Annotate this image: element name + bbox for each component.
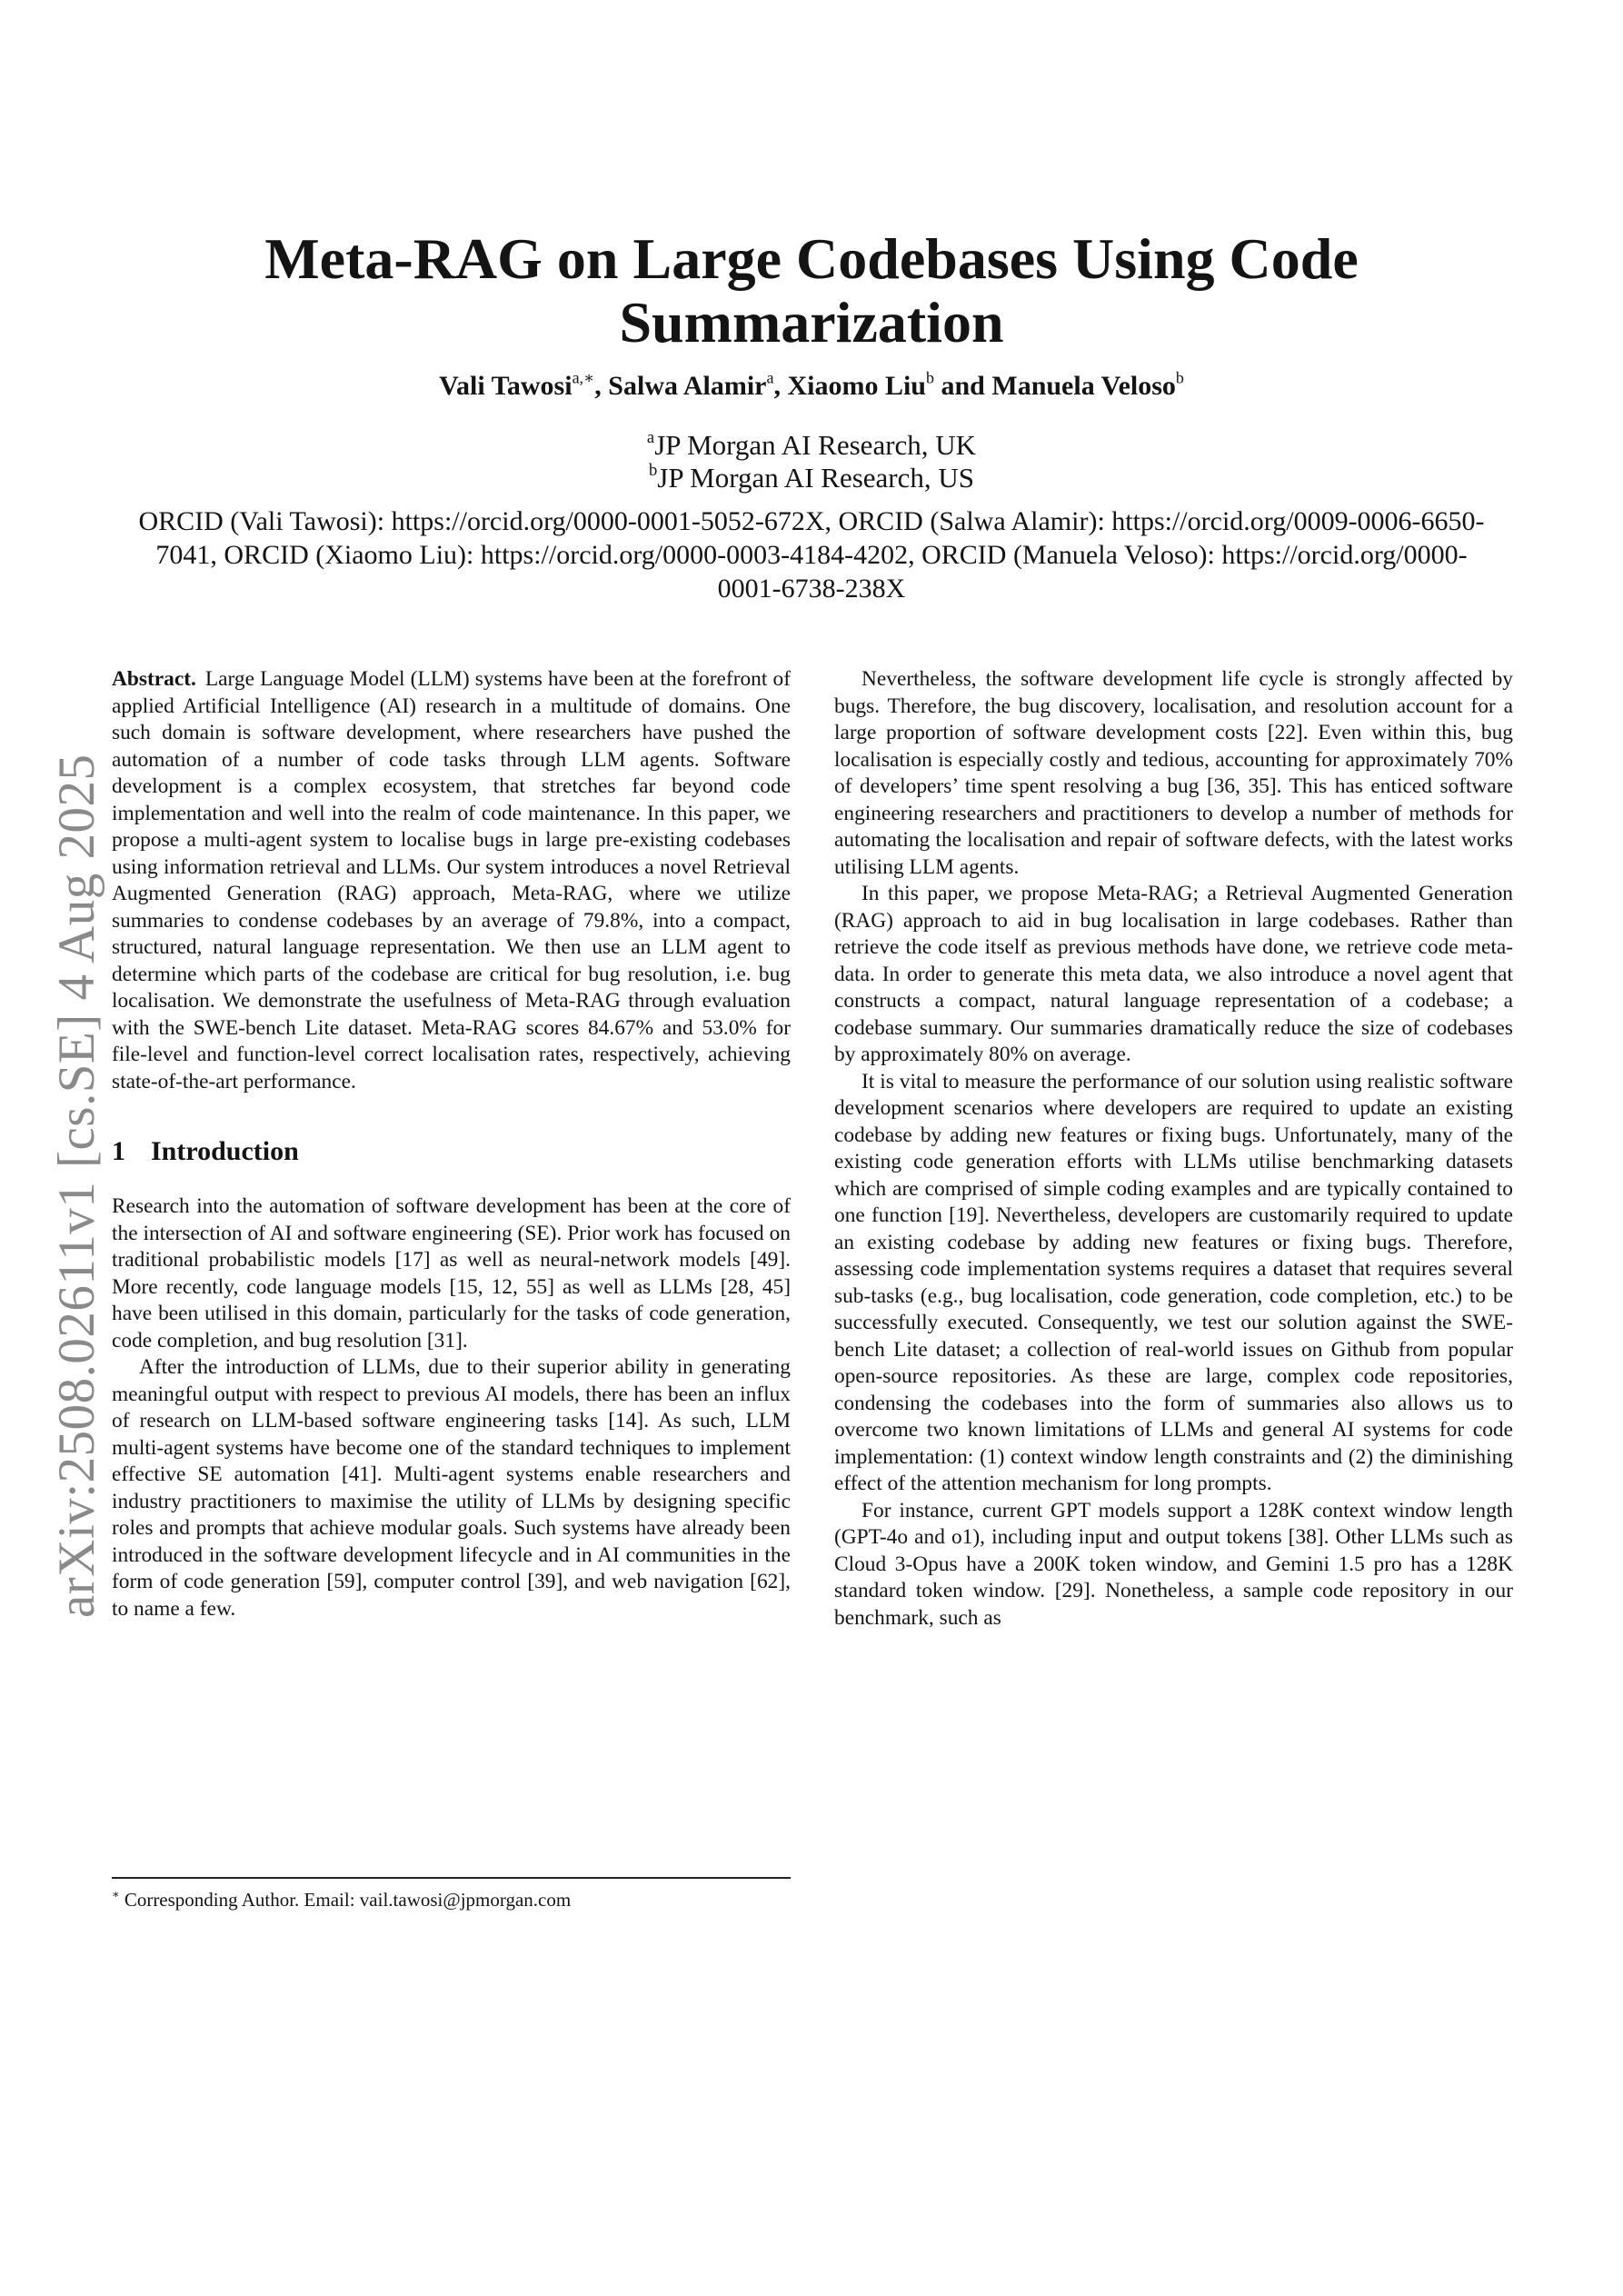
abstract — [112, 666, 791, 1095]
affiliation-line — [127, 462, 1496, 494]
author-affiliation-mark: b — [1175, 368, 1184, 387]
title-line-1: Meta-RAG on Large Codebases Using Code — [264, 226, 1359, 291]
author-conjunction: and — [934, 371, 992, 401]
affiliation-mark: b — [648, 460, 658, 480]
affiliation-text: JP Morgan AI Research, US — [657, 462, 975, 494]
author-separator: , — [594, 371, 609, 401]
footnote — [112, 1888, 791, 1912]
author-affiliation-mark: a — [766, 368, 774, 387]
left-column — [112, 666, 791, 1622]
affiliation-mark: a — [646, 427, 655, 447]
author-name: Vali Tawosi — [439, 371, 573, 401]
affiliations — [127, 429, 1496, 494]
body-paragraph: In this paper, we propose Meta-RAG; a Retrieval Augmented Generation (RAG) approach to aid in bug localisation in large codebases. Rather than retrieve the code itself as previous methods have done, we retrieve code meta-data. In order to generate this meta data, we also introduce a novel agent that constructs a compact, natural language representation of a codebase; a codebase summary. Our summaries dramatically reduce the size of codebases by approximately 80% on average. — [834, 882, 1513, 1066]
arxiv-identifier-stamp: arXiv:2508.02611v1 [cs.SE] 4 Aug 2025 — [48, 754, 105, 1618]
affiliation-line — [127, 429, 1496, 462]
title-line-2: Summarization — [619, 290, 1004, 354]
author-affiliation-mark: b — [926, 368, 934, 387]
author-list — [127, 368, 1496, 404]
body-paragraph: Nevertheless, the software development life cycle is strongly affected by bugs. Therefore, the bug discovery, localisation, and resolution account for a large proportion of software development costs [22]. Even within this, bug localisation is especially costly and tedious, accounting for approximately 70% of developers’ time spent resolving a bug [36, 35]. This has enticed software engineering researchers and practitioners to develop a number of methods for automating the localisation and repair of software defects, with the latest works utilising LLM agents. — [834, 667, 1513, 879]
right-column — [834, 666, 1513, 1632]
author-affiliation-mark: a,∗ — [572, 368, 595, 387]
author-name: Manuela Veloso — [991, 371, 1176, 401]
author-name: Xiaomo Liu — [787, 371, 926, 401]
section-heading-introduction — [112, 1135, 791, 1168]
body-paragraph: Research into the automation of software development has been at the core of the intersection of AI and software engineering (SE). Prior work has focused on traditional probabilistic models [17] as well as neural-network models [49]. More recently, code language models [15, 12, 55] as well as LLMs [28, 45] have been utilised in this domain, particularly for the tasks of code generation, code completion, and bug resolution [31]. — [112, 1194, 791, 1353]
footnote-mark: ∗ — [112, 1888, 120, 1902]
body-paragraph: After the introduction of LLMs, due to their superior ability in generating meaningful output with respect to previous AI models, there has been an influx of research on LLM-based software engineering tasks [14]. As such, LLM multi-agent systems have become one of the standard techniques to implement effective SE automation [41]. Multi-agent systems enable researchers and industry practitioners to maximise the utility of LLMs by designing specific roles and prompts that achieve modular goals. Such systems have already been introduced in the software development lifecycle and in AI communities in the form of code generation [59], computer control [39], and web navigation [62], to name a few. — [112, 1355, 791, 1621]
orcid-block: ORCID (Vali Tawosi): https://orcid.org/0000-0001-5052-672X, ORCID (Salwa Alamir): https://orcid.org/0009-0006-6650-7041, ORCID (Xiaomo Liu): https://orcid.org/0000-0003-4184-4202, ORCID (Manuela Veloso): https://orcid.org/0000-0001-6738-238X — [138, 506, 1485, 604]
abstract-label: Abstract. — [112, 667, 196, 691]
paper-title — [127, 227, 1496, 354]
abstract-text: Large Language Model (LLM) systems have been at the forefront of applied Artificial Intelligence (AI) research in a multitude of domains. One such domain is software development, where researchers have pushed the automation of a number of code tasks through LLM agents. Software development is a complex ecosystem, that stretches far beyond code implementation and well into the realm of code maintenance. In this paper, we propose a multi-agent system to localise bugs in large pre-existing codebases using information retrieval and LLMs. Our system introduces a novel Retrieval Augmented Generation (RAG) approach, Meta-RAG, where we utilize summaries to condense codebases by an average of 79.8%, into a compact, structured, natural language representation. We then use an LLM agent to determine which parts of the codebase are critical for bug resolution, i.e. bug localisation. We demonstrate the usefulness of Meta-RAG through evaluation with the SWE-bench Lite dataset. Meta-RAG scores 84.67% and 53.0% for file-level and function-level correct localisation rates, respectively, achieving state-of-the-art performance. — [112, 667, 791, 1093]
body-paragraph: For instance, current GPT models support a 128K context window length (GPT-4o and o1), including input and output tokens [38]. Other LLMs such as Cloud 3-Opus have a 200K token window, and Gemini 1.5 pro has a 128K standard token window. [29]. Nonetheless, a sample code repository in our benchmark, such as — [834, 1498, 1513, 1630]
body-paragraph: It is vital to measure the performance of our solution using realistic software development scenarios where developers are required to update an existing codebase by adding new features or fixing bugs. Unfortunately, many of the existing code generation efforts with LLMs utilise benchmarking datasets which are comprised of simple coding examples and are typically contained to one function [19]. Nevertheless, developers are customarily required to update an existing codebase by adding new features or fixing bugs. Therefore, assessing code implementation systems requires a dataset that requires several sub-tasks (e.g., bug localisation, code generation, code completion, etc.) to be successfully executed. Consequently, we test our solution against the SWE-bench Lite dataset; a collection of real-world issues on Github from popular open-source repositories. As these are large, complex code repositories, condensing the codebases into the form of summaries also allows us to overcome two known limitations of LLMs and general AI systems for code implementation: (1) context window length constraints and (2) the diminishing effect of the attention mechanism for long prompts. — [834, 1069, 1513, 1495]
section-title: Introduction — [151, 1136, 299, 1166]
footnote-text: Corresponding Author. Email: vail.tawosi@jpmorgan.com — [124, 1889, 572, 1911]
affiliation-text: JP Morgan AI Research, UK — [654, 429, 977, 461]
author-separator: , — [773, 371, 788, 401]
section-number: 1 — [112, 1136, 125, 1166]
footnote-divider — [112, 1877, 791, 1879]
author-name: Salwa Alamir — [608, 371, 767, 401]
